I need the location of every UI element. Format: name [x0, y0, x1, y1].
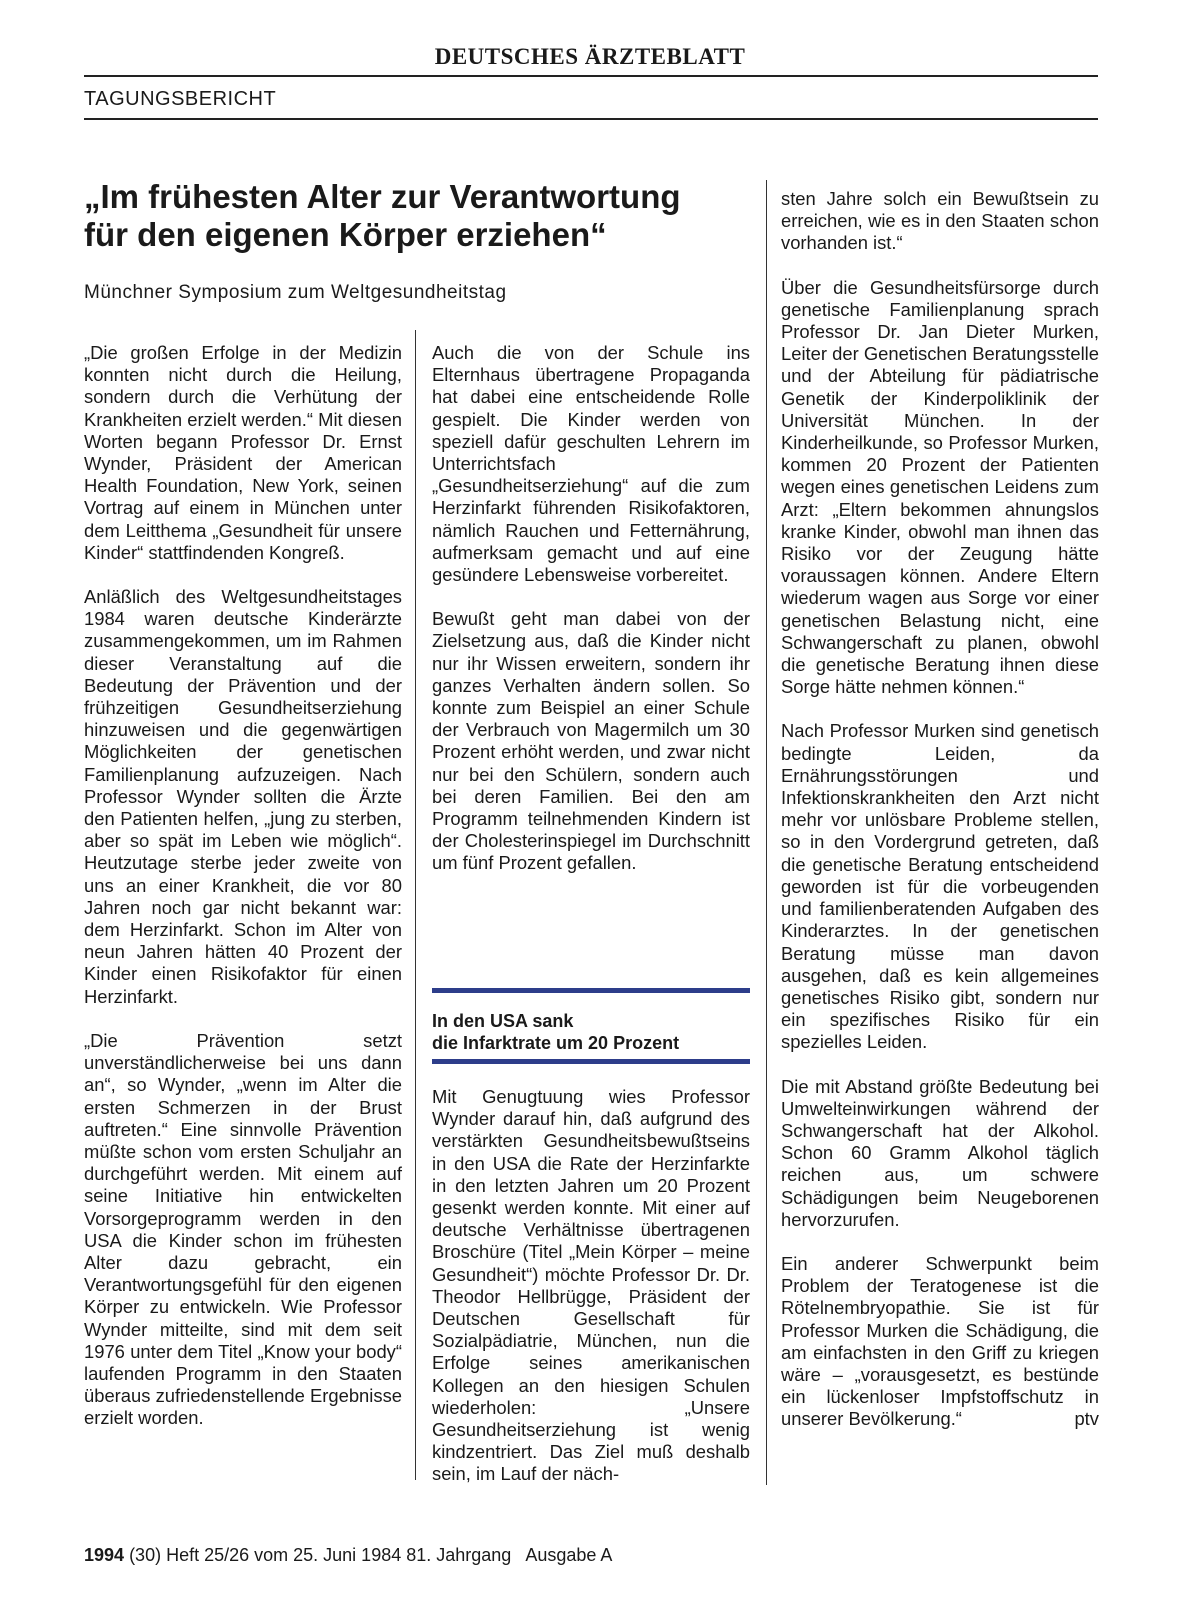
column-separator — [766, 180, 767, 1485]
section-rule — [84, 118, 1098, 120]
page-footer — [84, 1545, 612, 1566]
page-number: 1994 — [84, 1545, 125, 1565]
section-label: TAGUNGSBERICHT — [84, 88, 277, 110]
column-3 — [781, 188, 1099, 1431]
column-2-continued — [432, 1086, 750, 1508]
title-line-2: für den eigenen Körper erziehen“ — [84, 216, 607, 253]
paragraph-text: Ein anderer Schwerpunkt beim Problem der Teratogenese ist die Rötelnembryopathie. Sie ist für Professor Murken die Schädigung, die am einfachsten in den Griff zu kriegen wäre – „vorausgesetzt, es bestünde ein lückenloser Impfstoffschutz in unserer Bevölkerung.“ — [781, 1252, 1099, 1430]
paragraph: „Die Prävention setzt unverständlicherweise bei uns dann an“, so Wynder, „wenn im Alter die ersten Schmerzen in der Brust auftreten.“ Eine sinnvolle Prävention müßte schon vom ersten Schuljahr an durchgeführt werden. Mit einem auf seine Initiative hin entwickelten Vorsorgeprogramm werden in den USA die Kinder schon im frühesten Alter dazu gebracht, ein Verantwortungsgefühl für den eigenen Körper zu entwickeln. Wie Professor Wynder mitteilte, sind mit dem seit 1976 unter dem Titel „Know your body“ laufenden Programm in den Staaten überaus zufriedenstellende Ergebnisse erzielt worden. — [84, 1029, 402, 1429]
journal-masthead: DEUTSCHES ÄRZTEBLATT — [434, 44, 746, 69]
paragraph: Über die Gesundheitsfürsorge durch genetische Familienplanung sprach Professor Dr. Jan Dieter Murken, Leiter der Genetischen Beratungsstelle und der Abteilung für pädiatrische Genetik der Kinderpoliklinik der Universität München. In der Kinderheilkunde, so Professor Murken, kommen 20 Prozent der Patienten wegen eines genetischen Leidens zum Arzt: „Eltern bekommen ahnungslos kranke Kinder, obwohl man ihnen das Risiko vor der Zeugung hätte voraussagen können. Andere Eltern wiederum wagen aus Sorge vor einer genetischen Belastung nicht, eine Schwangerschaft zu planen, obwohl die genetische Beratung ihnen diese Sorge hätte nehmen können.“ — [781, 276, 1099, 698]
masthead-rule — [84, 75, 1098, 77]
paragraph: Auch die von der Schule ins Elternhaus übertragene Propaganda hat dabei eine entscheidende Rolle gespielt. Die Kinder werden von speziell dafür geschulten Lehrern im Unterrichtsfach „Gesundheitserziehung“ auf die zum Herzinfarkt führenden Risikofaktoren, nämlich Rauchen und Fetternährung, aufmerksam gemacht und auf eine gesündere Lebensweise vorbereitet. — [432, 342, 750, 586]
paragraph: Mit Genugtuung wies Professor Wynder darauf hin, daß aufgrund des verstärkten Gesundheitsbewußtseins in den USA die Rate der Herzinfarkte in den letzten Jahren um 20 Prozent gesenkt werden konnte. Mit einer auf deutsche Verhältnisse übertragenen Broschüre (Titel „Mein Körper – meine Gesundheit“) möchte Professor Dr. Dr. Theodor Hellbrügge, Präsident der Deutschen Gesellschaft für Sozialpädiatrie, München, nun die Erfolge seines amerikanischen Kollegen an den hiesigen Schulen wiederholen: „Unsere Gesundheitserziehung ist wenig kindzentriert. Das Ziel muß deshalb sein, im Lauf der näch- — [432, 1086, 750, 1485]
section-subheading — [432, 1010, 750, 1054]
title-line-1: „Im frühesten Alter zur Verantwortung — [84, 178, 681, 215]
article-title — [84, 178, 764, 254]
paragraph: Die mit Abstand größte Bedeutung bei Umwelteinwirkungen während der Schwangerschaft hat der Alkohol. Schon 60 Gramm Alkohol täglich reichen aus, um schwere Schädigungen beim Neugeborenen hervorzurufen. — [781, 1075, 1099, 1230]
column-2 — [432, 342, 750, 897]
paragraph: Nach Professor Murken sind genetisch bedingte Leiden, da Ernährungsstörungen und Infektionskrankheiten den Arzt nicht mehr vor unlösbare Probleme stellen, so in den Vordergrund getreten, daß die genetische Beratung entscheidend geworden ist für die vorbeugenden und familienberatenden Aufgaben des Kinderarztes. In der genetischen Beratung müsse man davon ausgehen, daß es kein allgemeines genetisches Risiko gibt, sondern nur ein spezifisches Risiko für ein spezielles Leiden. — [781, 720, 1099, 1053]
column-1 — [84, 342, 402, 1452]
subheading-line-2: die Infarktrate um 20 Prozent — [432, 1033, 680, 1053]
subhead-bottom-bar — [432, 1059, 750, 1064]
paragraph: Anläßlich des Weltgesundheitstages 1984 waren deutsche Kinderärzte zusammengekommen, um im Rahmen dieser Veranstaltung auf die Bedeutung der Prävention und der frühzeitigen Gesundheitserziehung hinzuweisen und die gegenwärtigen Möglichkeiten der genetischen Familienplanung aufzuzeigen. Nach Professor Wynder sollten die Ärzte den Patienten helfen, „jung zu sterben, aber so spät im Leben wie möglich“. Heutzutage sterbe jeder zweite von uns an einer Krankheit, die vor 80 Jahren noch gar nicht bekannt war: dem Herzinfarkt. Schon im Alter von neun Jahren hätten 40 Prozent der Kinder einen Risikofaktor für einen Herzinfarkt. — [84, 586, 402, 1007]
article-subtitle: Münchner Symposium zum Weltgesundheitstag — [84, 282, 507, 303]
paragraph: „Die großen Erfolge in der Medizin konnten nicht durch die Heilung, sondern durch die Verhütung der Krankheiten erzielt werden.“ Mit diesen Worten begann Professor Dr. Ernst Wynder, Präsident der American Health Foundation, New York, seinen Vortrag auf einem in München unter dem Leitthema „Gesundheit für unsere Kinder“ stattfindenden Kongreß. — [84, 342, 402, 563]
subhead-top-bar — [432, 988, 750, 993]
issue-info: (30) Heft 25/26 vom 25. Juni 1984 81. Jahrgang Ausgabe A — [129, 1545, 613, 1565]
paragraph: sten Jahre solch ein Bewußtsein zu erreichen, wie es in den Staaten schon vorhanden ist.“ — [781, 188, 1099, 254]
subheading-line-1: In den USA sank — [432, 1011, 574, 1031]
column-separator — [415, 330, 416, 1480]
paragraph — [781, 1253, 1099, 1431]
paragraph: Bewußt geht man dabei von der Zielsetzung aus, daß die Kinder nicht nur ihr Wissen erweitern, sondern ihr ganzes Verhalten ändern sollen. So konnte zum Beispiel an einer Schule der Verbrauch von Magermilch um 30 Prozent erhöht werden, und zwar nicht nur bei den Schülern, sondern auch bei deren Familien. Bei den am Programm teilnehmenden Kindern ist der Cholesterinspiegel im Durchschnitt um fünf Prozent gefallen. — [432, 608, 750, 874]
author-signature: ptv — [1074, 1408, 1099, 1430]
